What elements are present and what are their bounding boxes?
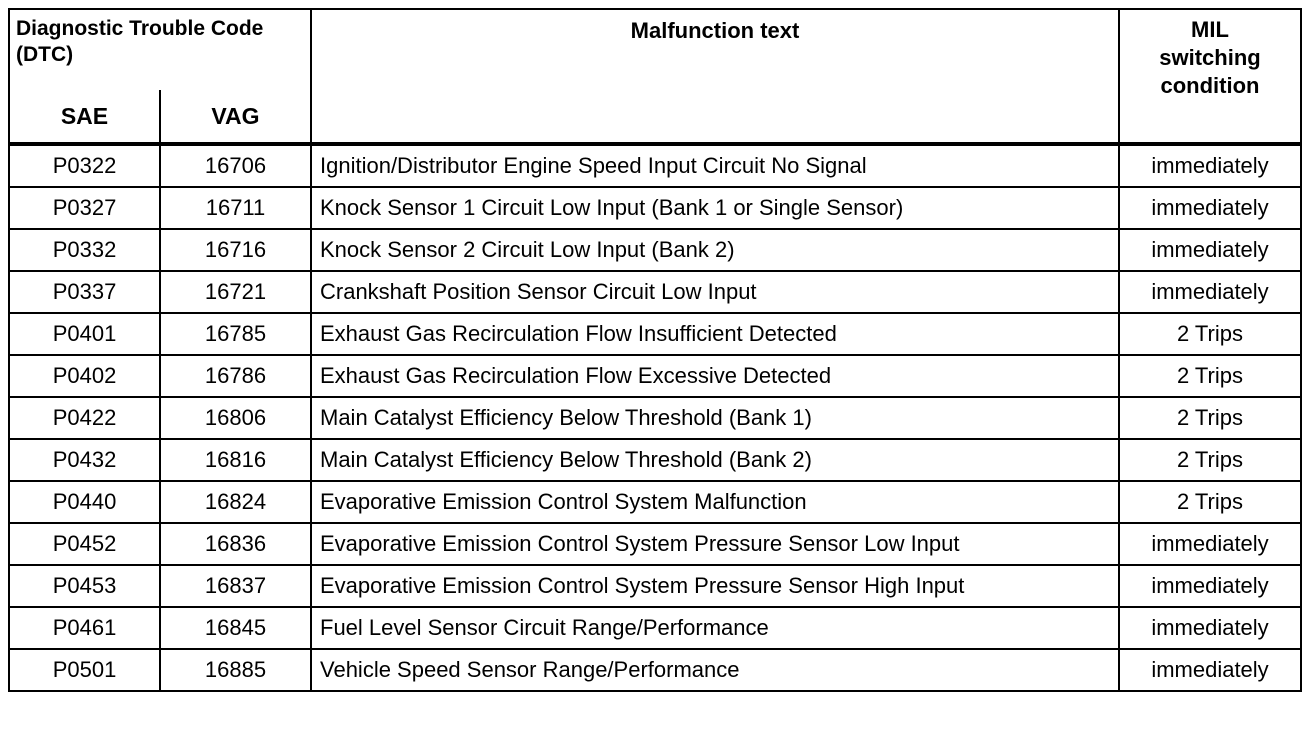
malfunction-text-cell: Main Catalyst Efficiency Below Threshold (Bank 1) [311,397,1119,439]
table-row [9,481,1301,523]
table-row [9,397,1301,439]
vag-code-cell: 16806 [160,397,311,439]
sae-code-cell: P0401 [9,313,160,355]
mil-condition-cell: immediately [1119,187,1301,229]
sae-code-cell: P0453 [9,565,160,607]
sae-code-cell: P0332 [9,229,160,271]
sae-code-cell: P0327 [9,187,160,229]
table-row [9,565,1301,607]
mil-condition-cell: 2 Trips [1119,355,1301,397]
malfunction-text-cell: Fuel Level Sensor Circuit Range/Performance [311,607,1119,649]
header-mil-condition [1119,9,1301,144]
vag-code-cell: 16716 [160,229,311,271]
malfunction-text-cell: Ignition/Distributor Engine Speed Input Circuit No Signal [311,144,1119,187]
vag-code-cell: 16706 [160,144,311,187]
header-sae: SAE [9,90,160,144]
dtc-table [8,8,1302,692]
header-dtc-group [9,9,311,90]
table-row [9,523,1301,565]
header-mil-line1: MIL [1191,17,1229,42]
mil-condition-cell: 2 Trips [1119,313,1301,355]
mil-condition-cell: immediately [1119,229,1301,271]
table-row [9,649,1301,691]
vag-code-cell: 16837 [160,565,311,607]
table-row [9,439,1301,481]
table-row [9,229,1301,271]
vag-code-cell: 16816 [160,439,311,481]
mil-condition-cell: immediately [1119,523,1301,565]
vag-code-cell: 16785 [160,313,311,355]
table-row [9,271,1301,313]
table-row [9,355,1301,397]
malfunction-text-cell: Evaporative Emission Control System Pressure Sensor Low Input [311,523,1119,565]
sae-code-cell: P0402 [9,355,160,397]
sae-code-cell: P0440 [9,481,160,523]
mil-condition-cell: immediately [1119,271,1301,313]
header-vag: VAG [160,90,311,144]
mil-condition-cell: 2 Trips [1119,481,1301,523]
table-header [9,9,1301,144]
mil-condition-cell: immediately [1119,607,1301,649]
malfunction-text-cell: Evaporative Emission Control System Malfunction [311,481,1119,523]
mil-condition-cell: 2 Trips [1119,397,1301,439]
vag-code-cell: 16786 [160,355,311,397]
malfunction-text-cell: Main Catalyst Efficiency Below Threshold (Bank 2) [311,439,1119,481]
malfunction-text-cell: Exhaust Gas Recirculation Flow Excessive Detected [311,355,1119,397]
sae-code-cell: P0322 [9,144,160,187]
mil-condition-cell: immediately [1119,649,1301,691]
header-mil-line3: condition [1160,73,1260,98]
table-body [9,144,1301,691]
sae-code-cell: P0461 [9,607,160,649]
table-row [9,313,1301,355]
sae-code-cell: P0422 [9,397,160,439]
sae-code-cell: P0432 [9,439,160,481]
malfunction-text-cell: Evaporative Emission Control System Pressure Sensor High Input [311,565,1119,607]
vag-code-cell: 16711 [160,187,311,229]
header-dtc-group-label: Diagnostic Trouble Code (DTC) [16,17,264,66]
sae-code-cell: P0452 [9,523,160,565]
table-row [9,607,1301,649]
sae-code-cell: P0337 [9,271,160,313]
mil-condition-cell: 2 Trips [1119,439,1301,481]
sae-code-cell: P0501 [9,649,160,691]
vag-code-cell: 16885 [160,649,311,691]
malfunction-text-cell: Knock Sensor 2 Circuit Low Input (Bank 2) [311,229,1119,271]
vag-code-cell: 16836 [160,523,311,565]
malfunction-text-cell: Crankshaft Position Sensor Circuit Low Input [311,271,1119,313]
table-row [9,187,1301,229]
mil-condition-cell: immediately [1119,565,1301,607]
malfunction-text-cell: Exhaust Gas Recirculation Flow Insufficient Detected [311,313,1119,355]
mil-condition-cell: immediately [1119,144,1301,187]
table-row [9,144,1301,187]
header-mil-line2: switching [1159,45,1261,70]
vag-code-cell: 16845 [160,607,311,649]
vag-code-cell: 16721 [160,271,311,313]
malfunction-text-cell: Knock Sensor 1 Circuit Low Input (Bank 1 or Single Sensor) [311,187,1119,229]
malfunction-text-cell: Vehicle Speed Sensor Range/Performance [311,649,1119,691]
header-malfunction-text: Malfunction text [311,9,1119,144]
vag-code-cell: 16824 [160,481,311,523]
